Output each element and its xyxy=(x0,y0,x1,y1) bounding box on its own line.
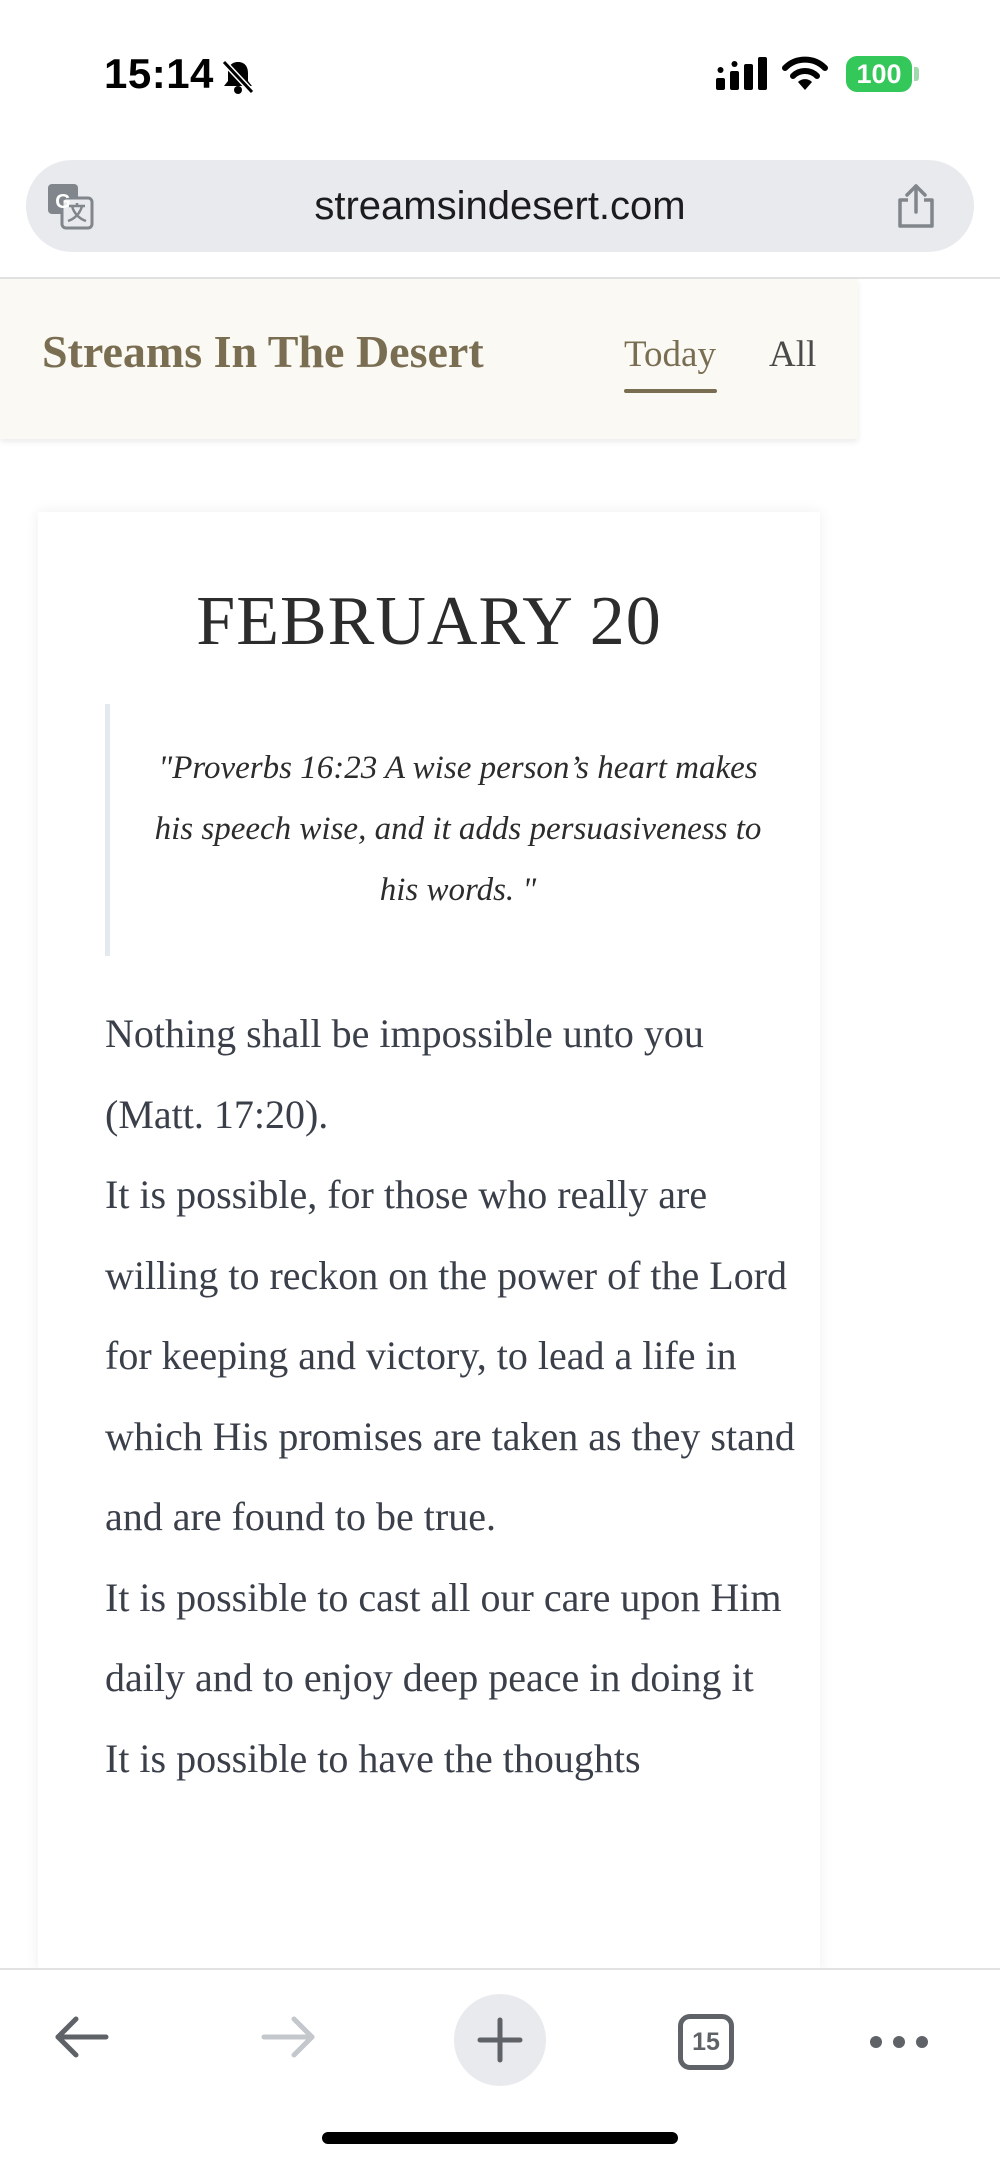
devotional-date: FEBRUARY 20 xyxy=(196,583,662,660)
battery-indicator: 100 xyxy=(846,56,912,92)
body-paragraph: Nothing shall be impossible unto you (Matt. 17:20). xyxy=(105,1011,704,1137)
status-time: 15:14 xyxy=(104,50,214,97)
svg-text:G: G xyxy=(55,191,71,213)
body-paragraph: It is possible, for those who really are willing to reckon on the power of the Lord for keeping and victory, to lead a life in xyxy=(105,1172,788,1378)
arrow-left-icon[interactable] xyxy=(50,2006,112,2073)
devotional-body xyxy=(105,994,805,1799)
arrow-right-icon[interactable] xyxy=(258,2006,320,2073)
tab-count-button[interactable]: 15 xyxy=(678,2014,734,2070)
nav-tab-all[interactable]: All xyxy=(769,334,817,375)
translate-icon[interactable] xyxy=(44,180,96,237)
address-bar[interactable] xyxy=(26,160,974,252)
bell-slash-icon xyxy=(218,56,258,101)
share-icon[interactable] xyxy=(890,180,942,237)
battery-cap xyxy=(914,67,919,81)
wifi-icon xyxy=(782,56,828,97)
body-paragraph: which His promises are taken as they stand and are found to be true. xyxy=(105,1413,795,1539)
site-title[interactable]: Streams In The Desert xyxy=(42,326,484,377)
scripture-quote: "Proverbs 16:23 A wise person’s heart makes his speech wise, and it adds persuasiveness to his words. " xyxy=(154,750,762,908)
home-indicator xyxy=(322,2132,678,2144)
body-paragraph: It is possible to have the thoughts xyxy=(105,1735,641,1781)
more-dots-icon[interactable] xyxy=(868,2030,930,2059)
plus-icon xyxy=(476,2016,524,2064)
devotional-card xyxy=(38,512,820,1972)
url-text[interactable]: streamsindesert.com xyxy=(314,184,686,228)
nav-active-underline xyxy=(624,389,717,393)
site-header xyxy=(0,279,858,439)
quote-border xyxy=(105,704,110,956)
new-tab-button[interactable] xyxy=(454,1994,546,2086)
cellular-signal-icon xyxy=(716,56,770,97)
status-bar xyxy=(0,0,1000,150)
nav-tab-today[interactable]: Today xyxy=(624,334,716,375)
body-paragraph: It is possible to cast all our care upon Him daily and to enjoy deep peace in doing it xyxy=(105,1574,782,1700)
